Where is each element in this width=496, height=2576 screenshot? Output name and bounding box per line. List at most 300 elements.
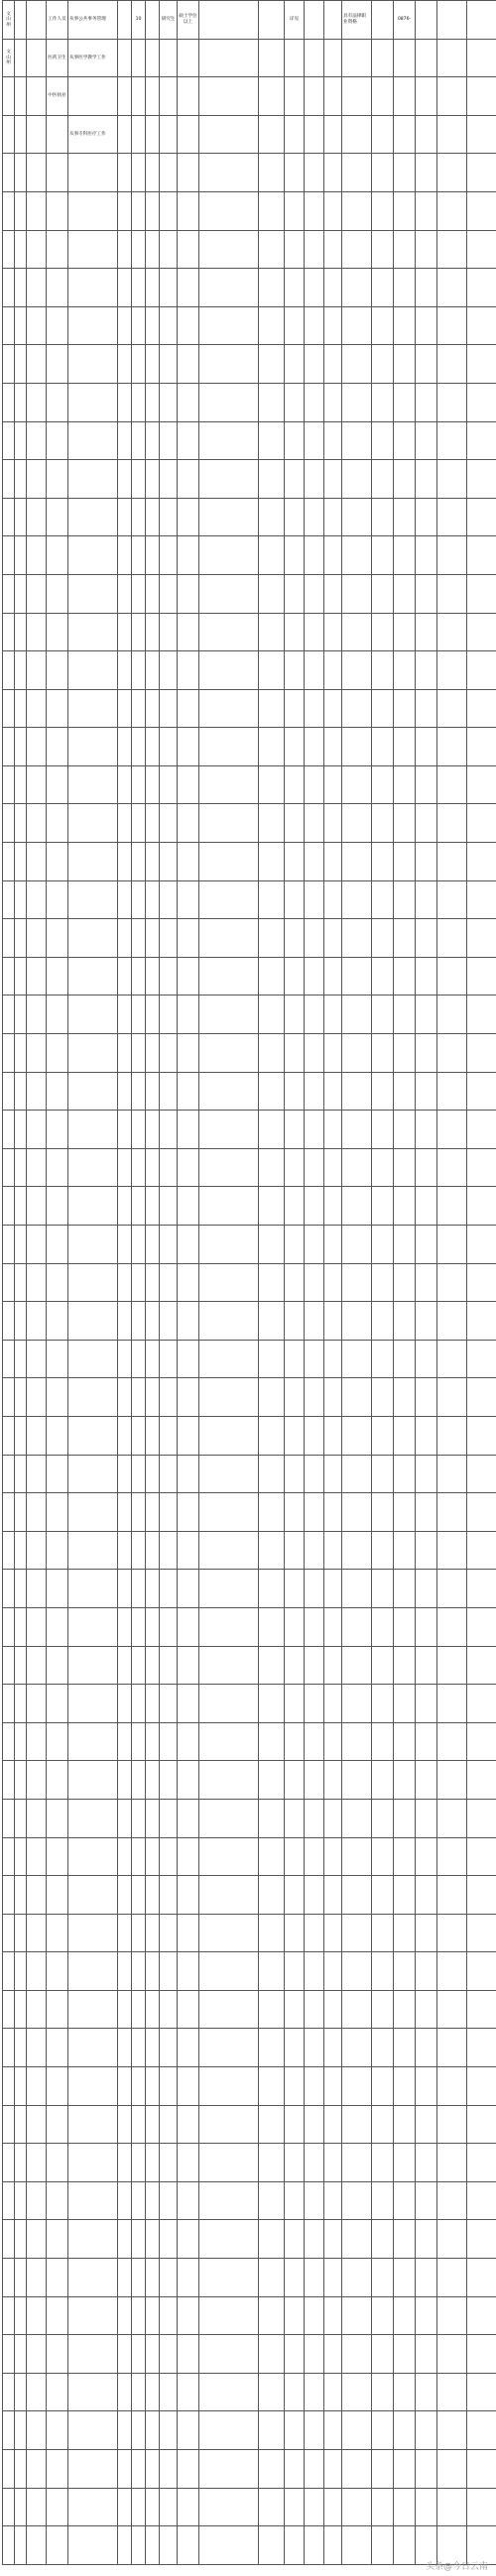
table-cell [285,1340,305,1378]
table-cell [199,1148,259,1187]
table-cell [160,269,178,307]
table-cell [305,2335,324,2374]
table-cell [342,1799,372,1837]
table-cell [47,2296,68,2335]
table-cell [305,651,324,690]
table-cell [3,2105,15,2144]
table-cell [27,498,47,536]
table-cell [199,1455,259,1493]
table-cell [146,2488,160,2526]
table-cell [467,1952,496,1991]
table-cell [68,1187,118,1226]
table-cell [416,1416,437,1455]
table-cell [342,2105,372,2144]
table-cell [305,230,324,269]
table-cell [132,1914,146,1952]
table-cell [118,77,132,116]
table-cell [342,1416,372,1455]
table-cell [132,1646,146,1685]
table-cell [68,995,118,1034]
table-cell [259,2220,285,2259]
table-row [3,383,496,421]
table-cell [285,2373,305,2411]
table-cell [285,498,305,536]
table-cell [416,1226,437,1264]
table-cell [27,1531,47,1570]
table-cell: 研究生 [160,1,178,40]
table-cell [324,1685,342,1723]
table-cell [3,919,15,958]
table-cell [467,1378,496,1417]
table-cell [285,2450,305,2489]
table-cell [132,1187,146,1226]
table-cell [416,2144,437,2182]
table-cell [27,1072,47,1111]
table-cell [3,651,15,690]
table-cell [178,383,199,421]
table-cell [47,498,68,536]
table-cell [160,39,178,77]
table-cell [372,2488,394,2526]
table-cell [437,154,467,192]
table-cell [416,39,437,77]
table-cell [259,1952,285,1991]
table-cell [437,39,467,77]
table-cell: 10 [132,1,146,40]
table-cell [160,1493,178,1532]
table-cell [437,804,467,843]
table-cell [27,995,47,1034]
table-cell [259,1990,285,2029]
table-cell [305,2220,324,2259]
table-cell [467,613,496,651]
table-cell [305,39,324,77]
table-cell [342,383,372,421]
table-cell [27,1646,47,1685]
table-cell [47,1263,68,1302]
table-cell [394,421,416,460]
table-cell [437,689,467,728]
table-row [3,1646,496,1685]
table-cell [47,1914,68,1952]
table-cell [372,460,394,499]
table-cell [416,765,437,804]
table-cell [199,880,259,919]
table-cell [15,269,27,307]
table-cell [3,1034,15,1073]
table-cell: 具有法律职业资格 [342,1,372,40]
table-cell [342,1263,372,1302]
table-cell [68,1302,118,1341]
table-row [3,843,496,881]
table-cell [118,1226,132,1264]
table-cell [3,1340,15,1378]
table-cell [437,2220,467,2259]
table-cell [27,880,47,919]
table-cell [132,651,146,690]
table-cell [467,1761,496,1800]
table-cell [324,2067,342,2106]
table-cell [437,2296,467,2335]
table-cell [15,383,27,421]
table-cell [146,1416,160,1455]
table-cell [3,1187,15,1226]
table-cell [27,115,47,154]
table-cell [259,1187,285,1226]
table-cell [178,2259,199,2297]
table-cell [259,306,285,345]
table-cell [118,1837,132,1876]
table-cell [27,2488,47,2526]
table-cell [47,765,68,804]
table-cell [146,2526,160,2565]
table-cell [199,154,259,192]
table-row [3,1685,496,1723]
table-cell [285,1646,305,1685]
table-cell [324,1722,342,1761]
table-cell [285,804,305,843]
table-cell [372,2450,394,2489]
table-cell [437,1952,467,1991]
table-cell [437,919,467,958]
table-cell [199,2296,259,2335]
table-cell [285,191,305,230]
table-row [3,2488,496,2526]
table-cell: 0876- [394,1,416,40]
table-cell [146,421,160,460]
table-cell [342,2029,372,2067]
table-cell [394,1263,416,1302]
table-cell [372,1685,394,1723]
table-cell [342,689,372,728]
table-cell [68,1340,118,1378]
table-cell [3,1111,15,1149]
table-cell [3,1302,15,1341]
table-cell [146,1761,160,1800]
table-cell [3,2220,15,2259]
table-cell [3,689,15,728]
table-row [3,2450,496,2489]
table-cell [372,2296,394,2335]
table-cell [132,1226,146,1264]
table-cell [285,1378,305,1417]
table-cell [372,1531,394,1570]
table-cell [27,1111,47,1149]
table-cell [467,498,496,536]
table-cell [146,1378,160,1417]
table-cell [3,1416,15,1455]
table-cell [47,1876,68,1915]
table-cell [394,1531,416,1570]
table-cell [285,2296,305,2335]
table-cell [132,421,146,460]
table-cell [416,1722,437,1761]
table-cell [68,498,118,536]
table-cell [68,1226,118,1264]
table-cell [3,1378,15,1417]
table-cell [324,1876,342,1915]
table-cell [372,843,394,881]
table-cell [394,1570,416,1608]
table-cell [467,1722,496,1761]
table-cell [47,1034,68,1073]
table-cell [3,154,15,192]
table-cell [15,1340,27,1378]
table-cell [372,1799,394,1837]
table-cell [68,613,118,651]
table-cell [178,765,199,804]
table-cell [259,1607,285,1646]
table-cell [118,1761,132,1800]
table-cell [259,2067,285,2106]
table-cell [178,2144,199,2182]
table-cell [467,765,496,804]
table-cell [118,613,132,651]
table-cell [342,2450,372,2489]
table-cell [467,2144,496,2182]
table-cell [146,804,160,843]
table-cell [467,269,496,307]
table-cell [146,843,160,881]
table-cell [394,2029,416,2067]
table-cell [372,421,394,460]
table-cell [160,2450,178,2489]
table-cell [146,306,160,345]
table-cell [15,2488,27,2526]
table-cell [305,269,324,307]
table-cell [178,115,199,154]
table-cell [372,1722,394,1761]
table-cell [324,1952,342,1991]
table-row [3,1187,496,1226]
table-row [3,1607,496,1646]
table-cell [285,613,305,651]
table-cell [324,1148,342,1187]
table-cell [160,230,178,269]
table-cell [160,498,178,536]
table-cell [132,919,146,958]
table-cell [132,728,146,766]
table-cell [324,651,342,690]
table-cell [160,1340,178,1378]
table-cell [146,498,160,536]
table-cell [3,383,15,421]
table-cell [416,2296,437,2335]
table-cell [342,2373,372,2411]
table-cell [27,421,47,460]
table-cell [160,1111,178,1149]
table-cell [285,2181,305,2220]
table-cell [178,2067,199,2106]
table-cell [324,2029,342,2067]
table-cell [467,2105,496,2144]
table-cell [178,919,199,958]
table-cell [199,2144,259,2182]
table-cell [437,1607,467,1646]
table-cell [178,1111,199,1149]
table-cell [416,536,437,575]
table-cell [47,191,68,230]
table-cell [178,843,199,881]
table-cell [437,1646,467,1685]
table-cell [47,1722,68,1761]
table-cell [372,2526,394,2565]
table-cell [199,1607,259,1646]
table-cell [146,651,160,690]
table-cell [178,1876,199,1915]
table-cell [416,230,437,269]
table-cell [342,804,372,843]
table-cell [324,1531,342,1570]
table-cell [68,2488,118,2526]
table-cell [3,1455,15,1493]
table-cell [342,1685,372,1723]
table-cell [372,1761,394,1800]
table-cell [416,2373,437,2411]
table-cell [467,2220,496,2259]
table-cell [160,2029,178,2067]
table-cell [259,1072,285,1111]
table-cell [305,460,324,499]
table-cell [47,1570,68,1608]
table-cell [199,2488,259,2526]
table-cell [3,1148,15,1187]
table-cell [259,1034,285,1073]
table-cell [285,2259,305,2297]
table-cell [467,115,496,154]
table-body [3,1,496,2565]
table-cell [118,1187,132,1226]
table-cell [342,498,372,536]
table-cell [416,2067,437,2106]
table-cell [394,1646,416,1685]
table-cell [178,1034,199,1073]
table-cell [467,1148,496,1187]
table-cell [27,574,47,613]
table-cell [199,269,259,307]
table-cell [47,2450,68,2489]
table-cell [118,2259,132,2297]
table-cell [372,345,394,384]
table-cell [416,1952,437,1991]
table-cell [15,2029,27,2067]
table-cell [372,1187,394,1226]
table-cell [178,689,199,728]
table-cell [27,1455,47,1493]
table-cell [437,77,467,116]
table-cell [132,191,146,230]
table-cell [47,2067,68,2106]
table-cell [27,1148,47,1187]
table-cell [160,1876,178,1915]
table-cell [68,2373,118,2411]
table-cell [178,1531,199,1570]
table-cell [342,2220,372,2259]
table-cell [15,2373,27,2411]
table-cell [324,1607,342,1646]
table-cell [68,919,118,958]
table-cell [342,1570,372,1608]
table-cell [68,1416,118,1455]
table-cell [146,269,160,307]
table-cell [372,804,394,843]
table-cell [199,115,259,154]
table-cell [47,2373,68,2411]
table-cell [15,345,27,384]
table-cell [324,1187,342,1226]
table-cell [146,574,160,613]
table-cell [467,1646,496,1685]
table-cell [178,1493,199,1532]
table-cell [372,2220,394,2259]
table-cell [160,1455,178,1493]
table-cell [324,269,342,307]
table-cell [259,2296,285,2335]
table-cell [15,2296,27,2335]
table-cell [285,345,305,384]
table-cell [199,1,259,40]
table-cell [324,1340,342,1378]
table-cell [3,2144,15,2182]
table-cell [3,2067,15,2106]
table-cell [437,2067,467,2106]
table-cell [285,2488,305,2526]
table-cell [394,804,416,843]
table-cell [15,613,27,651]
table-cell [68,957,118,995]
table-cell [160,957,178,995]
table-cell [68,2105,118,2144]
table-cell [285,2526,305,2565]
table-cell [259,1837,285,1876]
table-cell [132,1302,146,1341]
table-cell [3,306,15,345]
table-cell [437,1226,467,1264]
table-cell [467,154,496,192]
table-cell [416,2105,437,2144]
table-cell [285,77,305,116]
table-cell [3,1531,15,1570]
table-cell [68,2259,118,2297]
table-cell [27,1378,47,1417]
table-cell [47,1685,68,1723]
table-cell [3,1263,15,1302]
table-cell [259,2029,285,2067]
table-cell [146,383,160,421]
table-cell [324,460,342,499]
table-cell [372,1416,394,1455]
table-cell [118,2526,132,2565]
table-cell [118,843,132,881]
table-cell [68,843,118,881]
table-cell [372,1034,394,1073]
table-cell [68,2029,118,2067]
table-cell [15,2335,27,2374]
table-cell [146,2144,160,2182]
table-row [3,2335,496,2374]
table-cell [342,77,372,116]
table-cell [146,1952,160,1991]
table-cell [132,2181,146,2220]
table-cell [160,765,178,804]
table-cell [324,2488,342,2526]
table-row [3,613,496,651]
table-cell [146,2105,160,2144]
table-cell [146,115,160,154]
table-cell: 文山州 [3,1,15,40]
table-cell [394,2105,416,2144]
table-row [3,269,496,307]
